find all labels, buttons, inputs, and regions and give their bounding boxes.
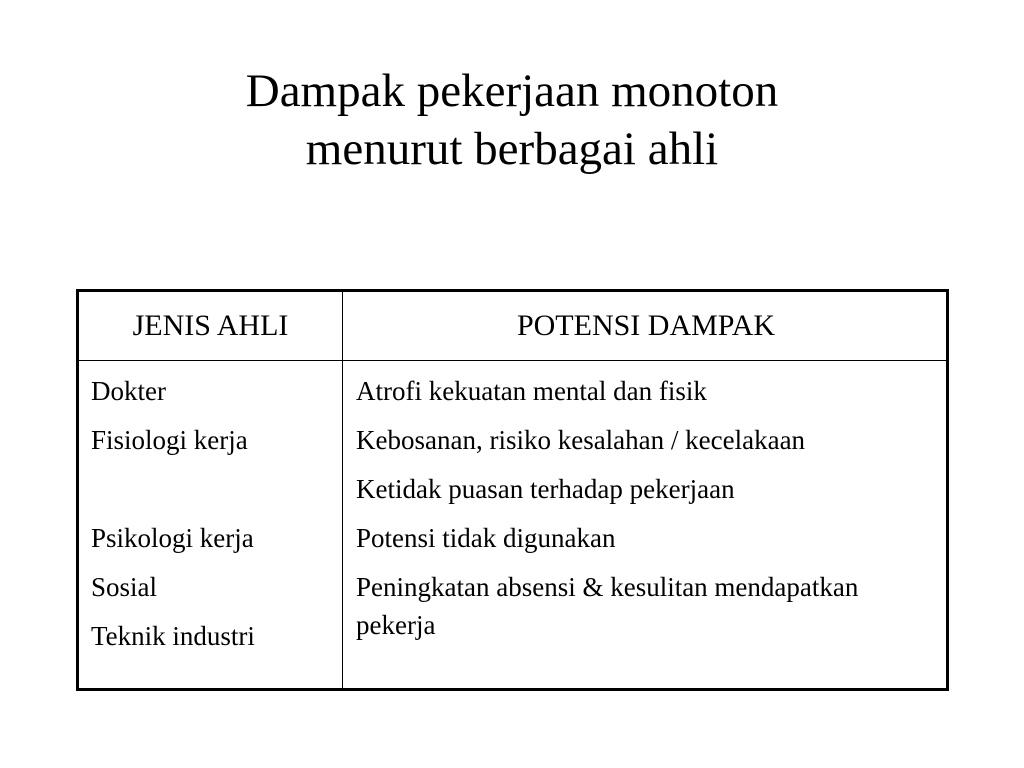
header-jenis-ahli: JENIS AHLI — [132, 309, 289, 342]
impact-column — [356, 372, 941, 655]
impact-item-atrofi: Atrofi kekuatan mental dan fisik — [356, 376, 707, 406]
header-potensi-dampak: POTENSI DAMPAK — [516, 309, 776, 342]
expert-item-teknik-industri: Teknik industri — [91, 621, 255, 651]
impact-table — [76, 289, 949, 691]
expert-column — [91, 372, 337, 666]
slide-title-line-1: Dampak pekerjaan monoton — [245, 65, 779, 117]
expert-item-dokter: Dokter — [91, 376, 166, 406]
expert-item-fisiologi-kerja: Fisiologi kerja — [91, 425, 248, 455]
header-divider — [79, 360, 946, 361]
slide-title — [0, 62, 1024, 178]
expert-column-spacer — [91, 470, 337, 508]
impact-item-peningkatan-absensi: Peningkatan absensi & kesulitan mendapatkan pekerja — [356, 572, 859, 640]
impact-item-potensi: Potensi tidak digunakan — [356, 523, 616, 553]
impact-item-kebosanan: Kebosanan, risiko kesalahan / kecelakaan — [356, 425, 806, 455]
impact-item-ketidak-puasan: Ketidak puasan terhadap pekerjaan — [356, 474, 735, 504]
expert-item-psikologi-kerja: Psikologi kerja — [91, 523, 254, 553]
expert-item-sosial: Sosial — [91, 572, 158, 602]
slide-title-line-2: menurut berbagai ahli — [305, 123, 719, 175]
